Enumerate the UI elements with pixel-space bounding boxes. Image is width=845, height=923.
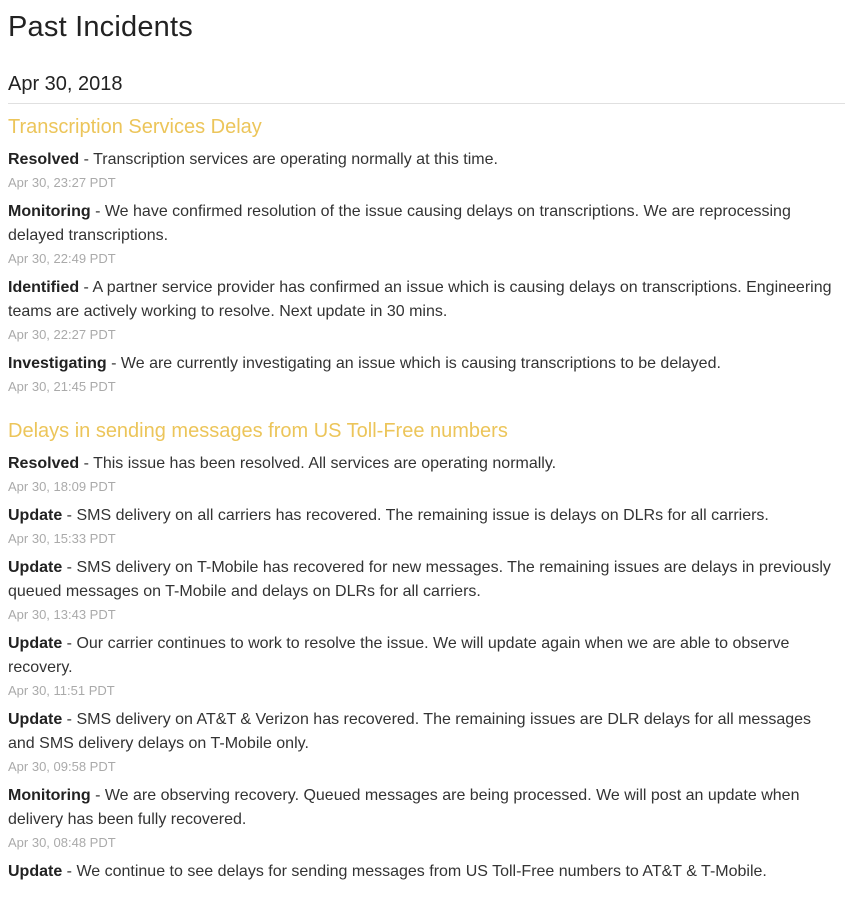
incident-update [8,276,837,344]
update-message: Transcription services are operating normally at this time. [93,151,498,168]
day-date: Apr 30, 2018 [8,71,845,104]
incident-update [8,784,837,852]
update-timestamp: Apr 30, 23:27 PDT [8,175,116,190]
incident-update [8,352,837,396]
update-timestamp: Apr 30, 08:48 PDT [8,835,116,850]
update-body: Monitoring - We have confirmed resolution of the issue causing delays on transcriptions. We are reprocessing delayed transcriptions. [8,203,791,244]
incident [8,114,837,396]
incident-title-link[interactable]: Transcription Services Delay [8,116,262,138]
update-body: Resolved - This issue has been resolved. All services are operating normally. [8,455,557,472]
update-message: SMS delivery on AT&T & Verizon has recovered. The remaining issues are DLR delays for all messages and SMS delivery delays on T-Mobile only. [8,711,812,752]
incident-update [8,200,837,268]
update-body: Identified - A partner service provider has confirmed an issue which is causing delays on transcriptions. Engineering teams are actively working to resolve. Next update in 30 mins. [8,279,832,320]
update-message: We are observing recovery. Queued messages are being processed. We will post an update when delivery has been fully recovered. [8,787,800,828]
update-body: Monitoring - We are observing recovery. Queued messages are being processed. We will post an update when delivery has been fully recovered. [8,787,800,828]
update-message: Our carrier continues to work to resolve the issue. We will update again when we are able to observe recovery. [8,635,790,676]
update-timestamp: Apr 30, 22:27 PDT [8,327,116,342]
incident-title-link[interactable]: Delays in sending messages from US Toll-Free numbers [8,420,508,442]
incident-day [8,71,837,884]
update-status: Resolved [8,151,80,168]
update-status: Update [8,863,63,880]
update-body: Update - We continue to see delays for sending messages from US Toll-Free numbers to AT&T & T-Mobile. [8,863,767,880]
update-status: Identified [8,279,80,296]
update-timestamp: Apr 30, 13:43 PDT [8,607,116,622]
update-body: Update - SMS delivery on T-Mobile has recovered for new messages. The remaining issues are delays in previously queued messages on T-Mobile and delays on DLRs for all carriers. [8,559,831,600]
update-status: Resolved [8,455,80,472]
update-message: This issue has been resolved. All services are operating normally. [93,455,557,472]
update-body: Update - SMS delivery on AT&T & Verizon has recovered. The remaining issues are DLR delays for all messages and SMS delivery delays on T-Mobile only. [8,711,812,752]
update-timestamp: Apr 30, 18:09 PDT [8,479,116,494]
incident-update [8,148,837,192]
page-title: Past Incidents [8,11,193,43]
incident-update [8,708,837,776]
update-status: Update [8,507,63,524]
update-timestamp: Apr 30, 21:45 PDT [8,379,116,394]
update-message: SMS delivery on all carriers has recovered. The remaining issue is delays on DLRs for all carriers. [76,507,769,524]
update-body: Update - SMS delivery on all carriers has recovered. The remaining issue is delays on DLRs for all carriers. [8,507,769,524]
update-body: Resolved - Transcription services are operating normally at this time. [8,151,498,168]
update-timestamp: Apr 30, 15:33 PDT [8,531,116,546]
update-timestamp: Apr 30, 22:49 PDT [8,251,116,266]
update-status: Update [8,711,63,728]
incident [8,418,837,884]
incident-update [8,632,837,700]
incident-update [8,556,837,624]
incident-update [8,504,837,548]
update-status: Investigating [8,355,107,372]
update-timestamp: Apr 30, 11:51 PDT [8,683,115,698]
update-message: We have confirmed resolution of the issue causing delays on transcriptions. We are reprocessing delayed transcriptions. [8,203,791,244]
update-message: We continue to see delays for sending messages from US Toll-Free numbers to AT&T & T-Mobile. [76,863,767,880]
update-status: Update [8,635,63,652]
update-message: A partner service provider has confirmed an issue which is causing delays on transcriptions. Engineering teams are actively working to resolve. Next update in 30 mins. [8,279,832,320]
incident-update [8,860,837,884]
update-message: We are currently investigating an issue which is causing transcriptions to be delayed. [120,355,721,372]
incident-update [8,452,837,496]
update-status: Monitoring [8,787,91,804]
update-timestamp: Apr 30, 09:58 PDT [8,759,116,774]
update-body: Update - Our carrier continues to work to resolve the issue. We will update again when we are able to observe recovery. [8,635,790,676]
update-status: Monitoring [8,203,91,220]
update-body: Investigating - We are currently investigating an issue which is causing transcriptions to be delayed. [8,355,721,372]
update-status: Update [8,559,63,576]
update-message: SMS delivery on T-Mobile has recovered for new messages. The remaining issues are delays in previously queued messages on T-Mobile and delays on DLRs for all carriers. [8,559,831,600]
